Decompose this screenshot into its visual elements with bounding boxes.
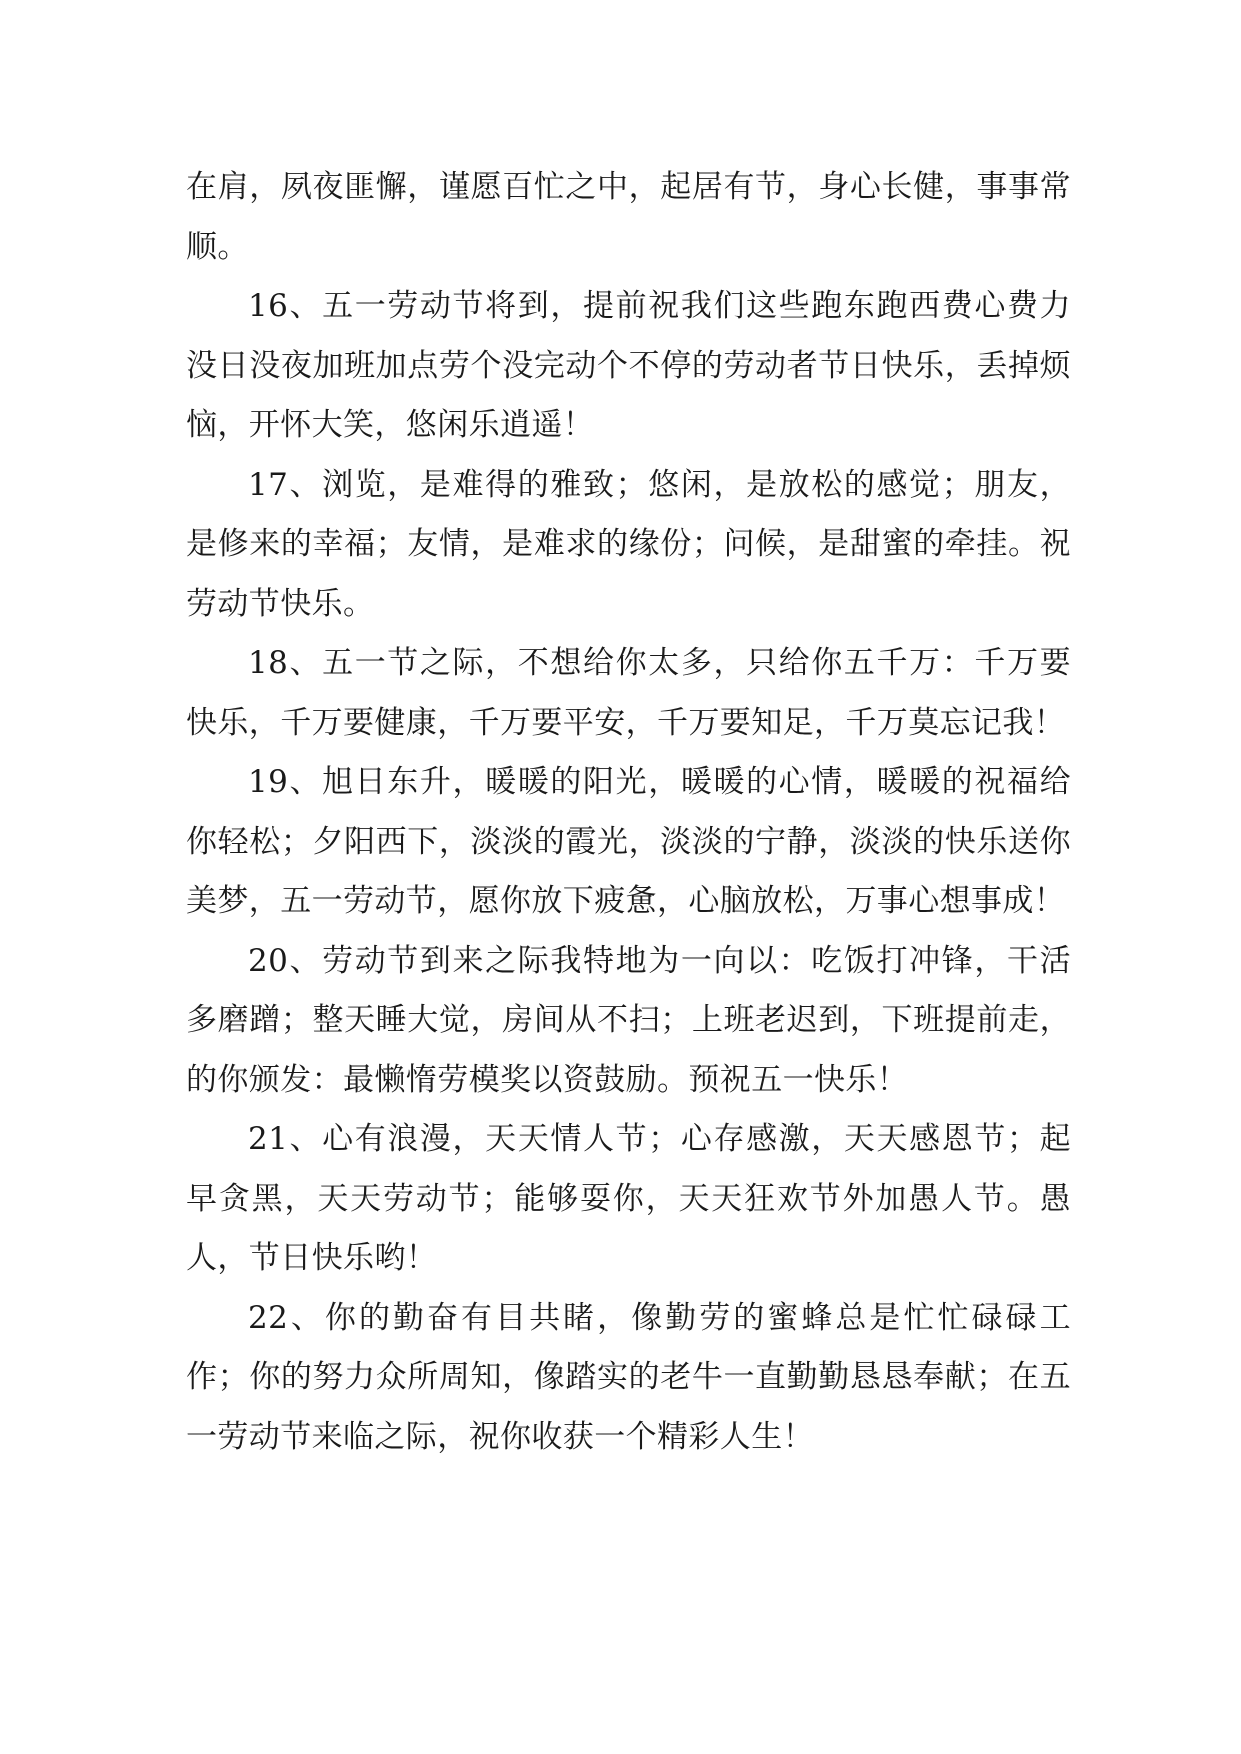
paragraph-item-19: 19、旭日东升，暖暖的阳光，暖暖的心情，暖暖的祝福给你轻松；夕阳西下，淡淡的霞光，淡淡的宁静，淡淡的快乐送你美梦，五一劳动节，愿你放下疲惫，心脑放松，万事心想事成！ bbox=[186, 764, 1071, 919]
paragraph-continuation: 在肩，夙夜匪懈，谨愿百忙之中，起居有节，身心长健，事事常顺。 bbox=[186, 169, 1071, 265]
paragraph-item-16: 16、五一劳动节将到，提前祝我们这些跑东跑西费心费力没日没夜加班加点劳个没完动个不停的劳动者节日快乐，丢掉烦恼，开怀大笑，悠闲乐逍遥！ bbox=[186, 288, 1071, 443]
paragraph-item-21: 21、心有浪漫，天天情人节；心存感激，天天感恩节；起早贪黑，天天劳动节；能够耍你，天天狂欢节外加愚人节。愚人，节日快乐哟！ bbox=[186, 1121, 1071, 1276]
paragraph-item-20: 20、劳动节到来之际我特地为一向以：吃饭打冲锋，干活多磨蹭；整天睡大觉，房间从不扫；上班老迟到，下班提前走，的你颁发：最懒惰劳模奖以资鼓励。预祝五一快乐！ bbox=[186, 942, 1071, 1098]
paragraph-item-18: 18、五一节之际，不想给你太多，只给你五千万：千万要快乐，千万要健康，千万要平安，千万要知足，千万莫忘记我！ bbox=[186, 645, 1071, 741]
paragraph-item-22: 22、你的勤奋有目共睹，像勤劳的蜜蜂总是忙忙碌碌工作；你的努力众所周知，像踏实的老牛一直勤勤恳恳奉献；在五一劳动节来临之际，祝你收获一个精彩人生！ bbox=[186, 1299, 1071, 1455]
paragraph-item-17: 17、浏览，是难得的雅致；悠闲，是放松的感觉；朋友，是修来的幸福；友情，是难求的缘份；问候，是甜蜜的牵挂。祝劳动节快乐。 bbox=[186, 466, 1071, 622]
document-body bbox=[186, 158, 1071, 1467]
